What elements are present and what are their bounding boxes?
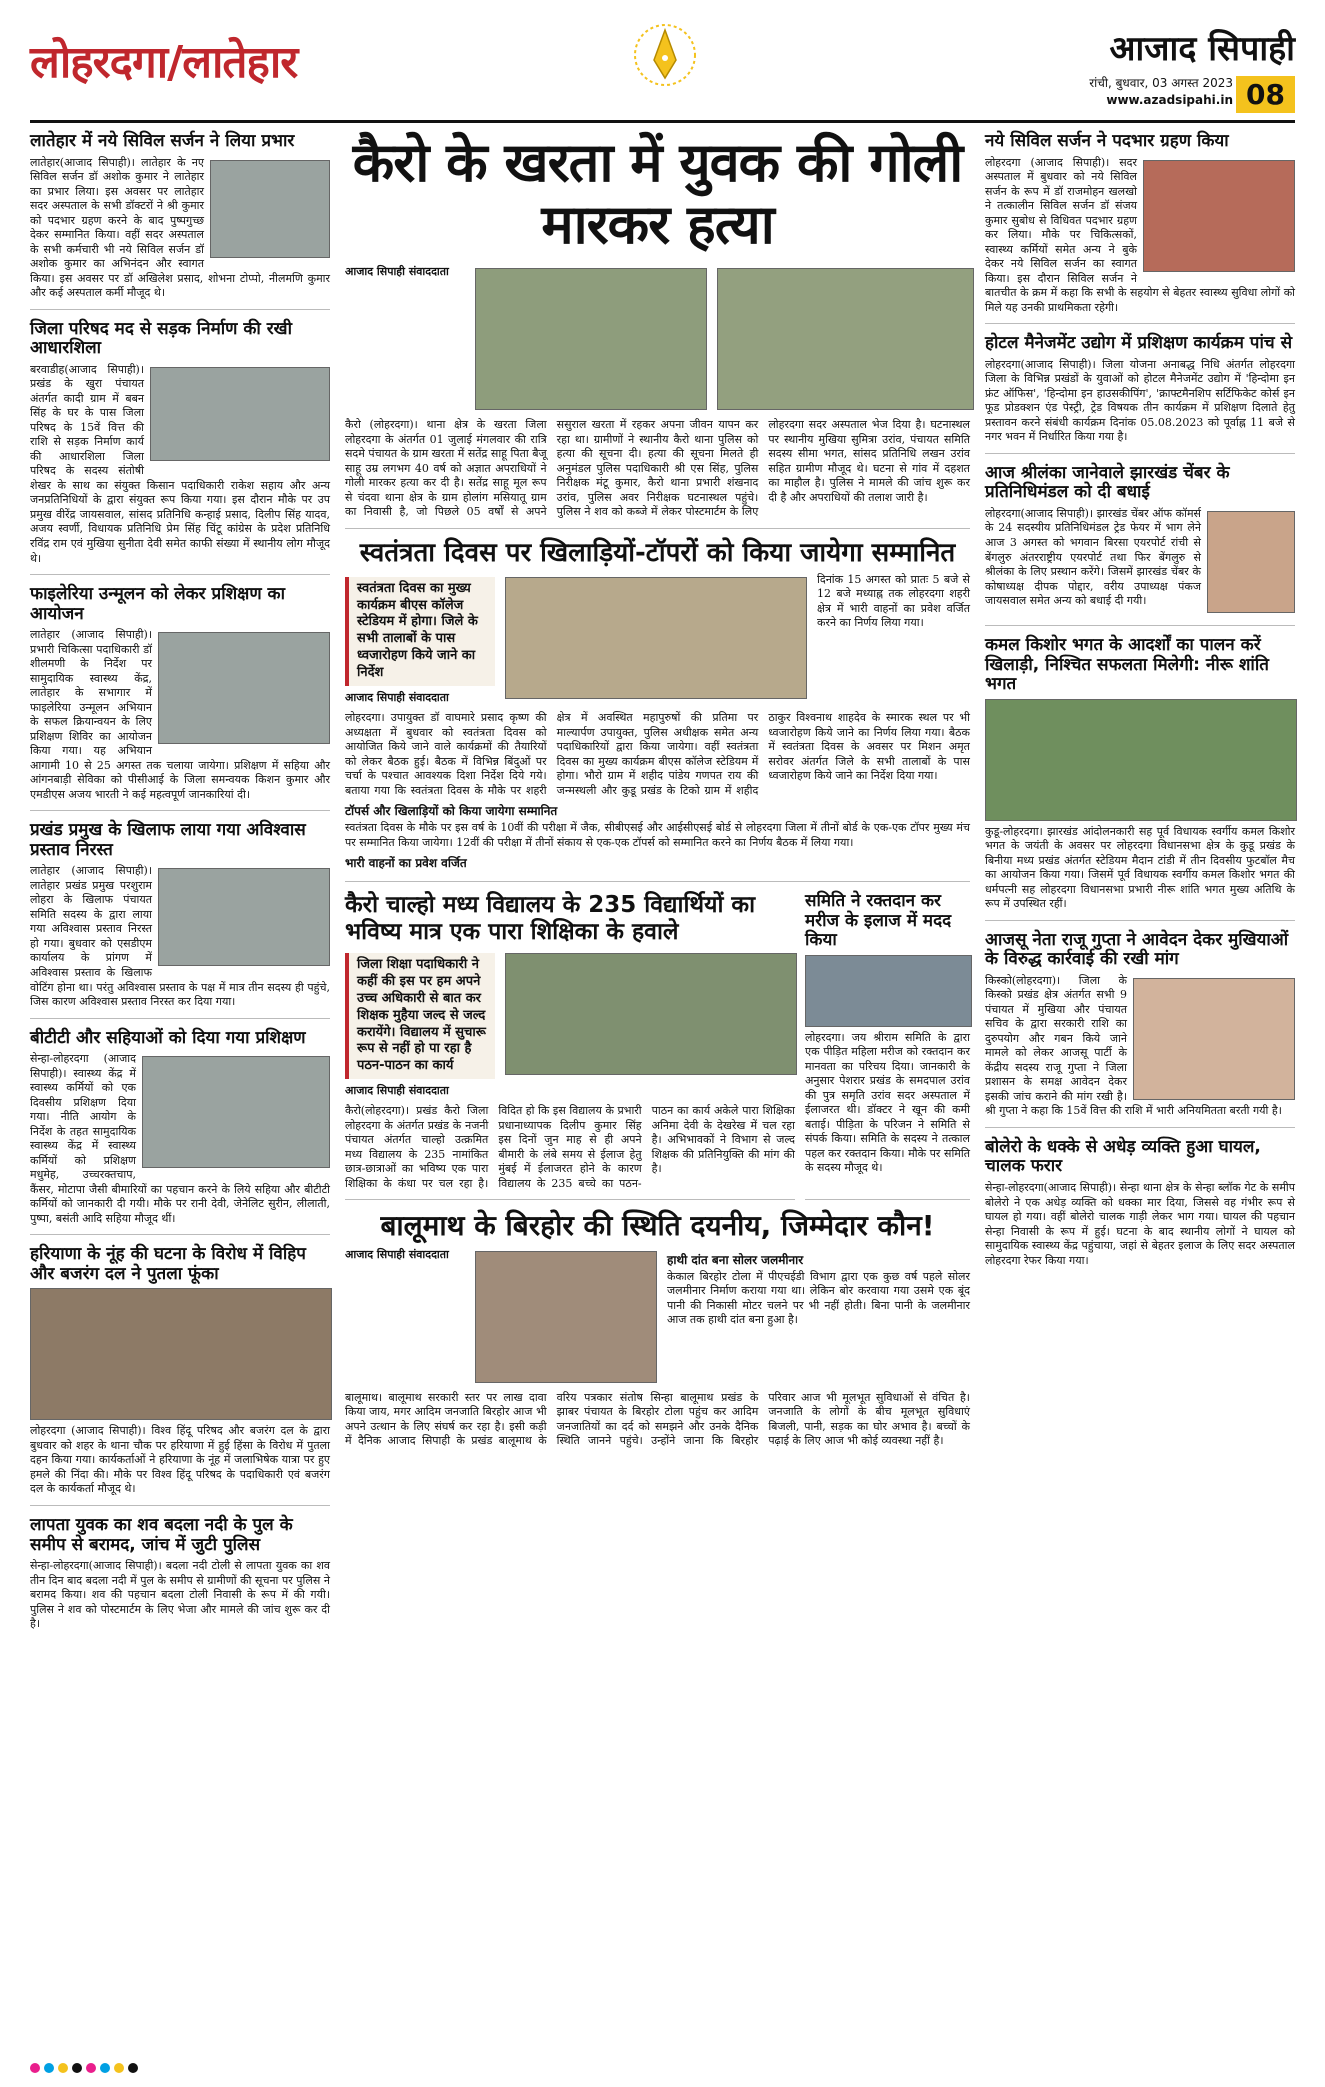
registration-dot [86,2063,96,2073]
school-story [345,888,795,1200]
lead-byline: आजाद सिपाही संवाददाता [345,265,449,279]
masthead [30,20,1295,120]
story-photo [150,367,330,461]
story-photo [30,1288,332,1420]
birhor-story [345,1206,970,1456]
story-photo [142,1056,330,1168]
registration-dot [44,2063,54,2073]
lead-photo-2 [717,268,974,410]
independence-byline: आजाद सिपाही संवाददाता [345,691,449,705]
samiti-story [805,888,970,1200]
story-right-3 [985,460,1295,626]
story-right-6 [985,1134,1295,1276]
samiti-body: लोहरदगा। जय श्रीराम समिति के द्वारा एक पीड़ित महिला मरीज को रक्तदान कर मानवता का परिचय दिया। जानकारी के अनुसार पेशरार प्रखंड के समदपाल उरांव की पुत्र समृति उरांव सदर अस्पताल में ईलाजरत थी। डॉक्टर ने खून की कमी बताई। पीड़िता के परिजन ने समिति से संपर्क किया। समिति के सदस्य ने तत्काल पहल कर रक्तदान किया। मौके पर समिति के सदस्य मौजूद थे। [805,1030,970,1175]
story-headline: बोलेरो के धक्के से अधेड़ व्यक्ति हुआ घायल, चालक फरार [985,1136,1261,1177]
school-samiti-row [345,888,970,1206]
story-body: लोहरदगा (आजाद सिपाही)। विश्व हिंदू परिषद और बजरंग दल के द्वारा बुधवार को शहर के थाना चौक पर हरियाणा में हुई हिंसा के विरोध में पुतला दहन किया गया। कार्यकर्ताओं ने हरियाणा के नूंह में जलाभिषेक यात्रा पर हुए हमले की निंदा की। मौके पर विश्व हिंदू परिषद के पदाधिकारी एवं बजरंग दल के कार्यकर्ता मौजूद थे। [30,1424,330,1496]
paper-name: आजाद सिपाही [1109,29,1295,69]
story-headline: लापता युवक का शव बदला नदी के पुल के समीप से बरामद, जांच में जुटी पुलिस [30,1514,293,1555]
story-headline: फाइलेरिया उन्मूलन को लेकर प्रशिक्षण का आयोजन [30,584,286,624]
story-photo [1133,978,1295,1100]
birhor-photo [475,1251,657,1383]
birhor-byline: आजाद सिपाही संवाददाता [345,1247,449,1261]
school-pull-quote: जिला शिक्षा पदाधिकारी ने कहीं की इस पर हम अपने उच्च अधिकारी से बात कर शिक्षक मुहैया जल्द से जल्द करायेंगे। विद्यालय में सुचारू रूप से नहीं हो पा रहा है पठन-पाठन का कार्य [345,953,495,1079]
birhor-body: बालूमाथ। बालूमाथ सरकारी स्तर पर लाख दावा किया जाय, मगर आदिम जनजाति बिरहोर आज भी अपने उत्थान के लिए संघर्ष कर रहा है। इसी कड़ी में दैनिक आजाद सिपाही के प्रखंड बालूमाथ के वरिय पत्रकार संतोष सिन्हा बालूमाथ प्रखंड के झाबर पंचायत के बिरहोर टोला पहुंच कर आदिम जनजातियों का दर्द को समझने और उनके दैनिक स्थिति जानने पहुंचे। उन्होंने जाना कि बिरहोर परिवार आज भी मूलभूत सुविधाओं से वंचित है। जनजाति के लोगों के बीच मूलभूत सुविधाएं बिजली, पानी, सड़क का घोर अभाव है। बच्चों के पढ़ाई के लिए आज भी कोई व्यवस्था नहीं है। [345,1390,970,1448]
story-photo [985,699,1297,821]
middle-column [345,128,970,1463]
dateline: रांची, बुधवार, 03 अगस्त 2023 [1089,76,1233,90]
story-left-5 [30,1025,330,1236]
story-photo [1207,511,1295,613]
birhor-subhead: हाथी दांत बना सोलर जलमीनार [667,1252,804,1267]
lead-headline: कैरो के खरता में युवक की गोली मारकर हत्या [352,131,963,257]
school-headline: कैरो चाल्हो मध्य विद्यालय के 235 विद्यार्थियों का भविष्य मात्र एक पारा शिक्षिका के हवाले [345,892,756,945]
right-column [985,128,1295,1282]
independence-photo [505,577,807,699]
independence-pull-quote: स्वतंत्रता दिवस का मुख्य कार्यक्रम बीएस कॉलेज स्टेडियम में होगा। जिले के सभी तालाबों के पास ध्वजारोहण किये जाने का निर्देश [345,577,495,686]
page-number-badge: 08 [1236,76,1295,113]
registration-dot [128,2063,138,2073]
story-body: सेन्हा-लोहरदगा (आजाद सिपाही)। स्वास्थ्य केंद्र में स्वास्थ्य कर्मियों को एक दिवसीय प्रशिक्षण दिया गया। नीति आयोग के निर्देश के तहत सामुदायिक स्वास्थ्य केंद्र में स्वास्थ्य कर्मियों को प्रशिक्षण मधुमेह, उच्चरक्तचाप, कैंसर, मोटापा जैसी बीमारियों का पहचान करने के लिये सहिया और बीटीटी कर्मियों को जानकारी दी गयी। मौके पर रानी देवी, जेनेलिट सुरीन, लीलाती, पुष्पा, बसंती आदि सहिया मौजूद थीं। [30,1052,330,1225]
school-byline: आजाद सिपाही संवाददाता [345,1084,449,1098]
independence-story [345,535,970,882]
story-right-5 [985,927,1295,1128]
story-headline: हरियाणा के नूंह की घटना के विरोध में विहिप और बजरंग दल ने पुतला फूंका [30,1244,306,1284]
story-body: लोहरदगा(आजाद सिपाही)। जिला योजना अनाबद्ध निधि अंतर्गत लोहरदगा जिला के विभिन्न प्रखंडों के युवाओं को होटल मैनेजमेंट उद्योग में 'हिन्दोमा इन फ्रंट ऑफिस', 'हिन्दोमा इन हाउसकीपिंग', 'क्राफ्टमैनशिप सर्टिफिकेट कोर्स इन फूड प्रोडक्शन एंड पेस्ट्री, ट्रेड विषयक तीन कार्यक्रम में प्रशिक्षण दिलाते हेतु प्रस्तावन करने संबंधी कार्यक्रम दिनांक 05.08.2023 को पूर्वाह्न 11 बजे से नगर भवन में निर्धारित किया गया है। [985,357,1295,444]
story-photo [210,160,330,258]
school-body: कैरो(लोहरदगा)। प्रखंड कैरो जिला लोहरदगा के अंतर्गत प्रखंड के नजनी पंचायत अंतर्गत चाल्हो उत्क्रमित मध्य विद्यालय के 235 नामांकित छात्र-छात्राओं का भविष्य एक पारा शिक्षिका के कंधा पर चल रहा है। विदित हो कि इस विद्यालय के प्रभारी प्रधानाध्यापक दिलीप कुमार सिंह इस दिनों जुन माह से ही अपने बीमारी के लंबे समय से ईलाज हेतु मुंबई में ईलाजरत होने के कारण विद्यालय के 235 बच्चे का पठन-पाठन का कार्य अकेले पारा शिक्षिका अनिमा देवी के देखरेख में चल रहा है। अभिभावकों ने विभाग से जल्द शिक्षक की प्रतिनियुक्ति की मांग की है। [345,1104,795,1190]
story-left-4 [30,817,330,1018]
story-headline: लातेहार में नये सिविल सर्जन ने लिया प्रभार [30,131,295,151]
story-headline: आजसू नेता राजू गुप्ता ने आवेदन देकर मुखियाओं के विरुद्ध कार्रवाई की रखी मांग [985,929,1289,970]
story-photo [158,632,330,744]
story-body: सेन्हा-लोहरदगा(आजाद सिपाही)। बदला नदी टोली से लापता युवक का शव तीन दिन बाद बदला नदी में पुल के समीप से ग्रामीणों की सूचना पर पुलिस ने बरामद किया। शव की पहचान बदला टोली निवासी के रूप में की गयी। पुलिस ने शव को पोस्टमार्टम के लिए भेजा और मामले की जांच शुरू कर दी है। [30,1559,330,1631]
pen-nib-icon [630,20,700,90]
story-right-4 [985,632,1295,921]
story-headline: जिला परिषद मद से सड़क निर्माण की रखी आधारशिला [30,318,292,359]
birhor-body-2: केकाल बिरहोर टोला में पीएचईडी विभाग द्वारा एक कुछ वर्ष पहले सोलर जलमीनार निर्माण कराया गया था। लेकिन बोर करवाया गया उसमे एक बूंद पानी की निकासी मोटर चलने पर भी नहीं होती। बिना पानी के जलमीनार आज तक हाथी दांत बना हुआ है। [667,1269,970,1327]
registration-dot [30,2063,40,2073]
registration-marks [30,2063,1295,2077]
website-url[interactable]: www.azadsipahi.in [1106,93,1233,107]
independence-subhead-toppers: टॉपर्स और खिलाड़ियों को किया जायेगा सम्मानित [345,804,558,819]
independence-body: लोहरदगा। उपायुक्त डॉ वाघमारे प्रसाद कृष्ण की अध्यक्षता में बुधवार को स्वतंत्रता दिवस को आयोजित किये जाने वाले कार्यक्रमों की तैयारियों को लेकर बैठक हुई। बैठक में विभिन्न बिंदुओं पर चर्चा के पश्चात आवश्यक दिशा निर्देश दिये गये। बताया गया कि स्वतंत्रता दिवस के मौके पर शहरी क्षेत्र में अवस्थित महापुरुषों की प्रतिमा पर माल्यार्पण उपायुक्त, पुलिस अधीक्षक समेत अन्य पदाधिकारियों द्वारा किया जायेगा। वहीं स्वतंत्रता दिवस का मुख्य कार्यक्रम बीएस कॉलेज स्टेडियम में होगा। भौरो ग्राम में शहीद पांडेय गणपत राय की जन्मस्थली और कुडू प्रखंड के टिको ग्राम में शहीद ठाकुर विश्वनाथ शाहदेव के स्मारक स्थल पर भी ध्वजारोहण किये जाने का निर्णय लिया गया। बैठक में स्वतंत्रता दिवस के अवसर पर मिशन अमृत सरोवर अंतर्गत जिले के सभी तालाबों के पास ध्वजारोहण किये जाने का निर्देश दिया गया। [345,711,970,797]
story-photo [158,868,330,966]
samiti-headline: समिति ने रक्तदान कर मरीज के इलाज में मदद किया [805,891,952,951]
independence-body-3: दिनांक 15 अगस्त को प्रातः 5 बजे से 12 बजे मध्याह्न तक लोहरदगा शहरी क्षेत्र में भारी वाहनों का प्रवेश वर्जित करने का निर्णय लिया गया। [817,572,970,630]
story-headline: आज श्रीलंका जानेवाले झारखंड चेंबर के प्रतिनिधिमंडल को दी बधाई [985,462,1230,503]
story-body: सेन्हा-लोहरदगा(आजाद सिपाही)। सेन्हा थाना क्षेत्र के सेन्हा ब्लॉक गेट के समीप बोलेरो ने एक अधेड़ व्यक्ति को धक्का मार दिया, जिससे वह गंभीर रूप से घायल हो गया। वहीं बोलेरो चालक गाड़ी लेकर भाग गया। घायल की पहचान सेन्हा निवासी के रूप में हुई। घटना के बाद स्थानीय लोगों ने घायल को सामुदायिक स्वास्थ्य केंद्र पहुंचाया, जहां से बेहतर इलाज के लिए सदर अस्पताल लोहरदगा रेफर किया गया। [985,1181,1295,1267]
story-right-2 [985,330,1295,454]
school-photo [505,953,797,1075]
independence-headline: स्वतंत्रता दिवस पर खिलाड़ियों-टॉपरों को किया जायेगा सम्मानित [359,537,956,568]
story-headline: बीटीटी और सहियाओं को दिया गया प्रशिक्षण [30,1027,306,1048]
registration-dot [100,2063,110,2073]
section-title: लोहरदगा/लातेहार [30,37,298,88]
story-headline: प्रखंड प्रमुख के खिलाफ लाया गया अविश्वास प्रस्ताव निरस्त [30,820,306,860]
story-photo [1143,160,1295,272]
registration-dot [114,2063,124,2073]
story-body: लातेहार (आजाद सिपाही)। लातेहार प्रखंड प्रमुख परशुराम लोहरा के खिलाफ पंचायत समिति सदस्य के द्वारा लाया गया अविश्वास प्रस्ताव निरस्त हो गया। बुधवार को एसडीएम कार्यालय के प्रांगण में अविश्वास प्रस्ताव के खिलाफ वोटिंग होना था। परंतु अविश्वास प्रस्ताव के पक्ष में मात्र तीन सदस्य ही पहुंचे, जिस कारण अविश्वास प्रस्ताव निरस्त कर दिया गया। [30,864,330,1009]
story-headline: होटल मैनेजमेंट उद्योग में प्रशिक्षण कार्यक्रम पांच से [985,333,1293,354]
story-body: किस्को(लोहरदगा)। जिला के किस्को प्रखंड क्षेत्र अंतर्गत सभी 9 पंचायत में मुखिया और पंचायत सचिव के द्वारा सरकारी राशि का दुरुपयोग और गबन किये जाने मामले को लेकर आजसू पार्टी के केंद्रीय सदस्य राजू गुप्ता ने जिला प्रशासन के समक्ष आवेदन देकर इसकी जांच कराने की मांग रखी है। श्री गुप्ता ने कहा कि 15वें वित्त की राशि में भारी अनियमितता बरती गयी है। [985,973,1282,1118]
story-body: बरवाडीह(आजाद सिपाही)। प्रखंड के खुरा पंचायत अंतर्गत कादी ग्राम में बबन सिंह के घर के पास जिला परिषद के 15वें वित्त की राशि से सड़क निर्माण कार्य की आधारशिला जिला परिषद के सदस्य संतोषी शेखर के साथ का संयुक्त किसान पदाधिकारी राकेश सहाय और अन्य जनप्रतिनिधियों के द्वारा संयुक्त रूप किया गया। इस दौरान मौके पर उप प्रमुख वीरेंद्र जायसवाल, सांसद प्रतिनिधि कन्हाई प्रसाद, दिलीप सिंह यादव, अजय स्वर्णी, विधायक प्रतिनिधि प्रेम सिंह चिंटू कांग्रेस के प्रदेश प्रतिनिधि रविंद्र राम एवं मुखिया सुनीता देवी समेत काफी संख्या में स्थानीय लोग मौजूद थे। [30,362,330,565]
story-body: कुडू-लोहरदगा। झारखंड आंदोलनकारी सह पूर्व विधायक स्वर्गीय कमल किशोर भगत के जयंती के अवसर पर लोहरदगा विधानसभा क्षेत्र के कुडू प्रखंड के बिनीया मध्य प्रखंड अंतर्गत स्टेडियम मैदान टांडी में तीन दिवसीय फुटबॉल मैच का आयोजन किया गया। जिसमें पूर्व विधायक स्वर्गीय कमल किशोर भगत की धर्मपत्नी सह लोहरदगा विधानसभा प्रभारी नीरू शांति भगत मुख्य अतिथि के रूप में उपस्थित रहीं। [985,824,1295,911]
story-body: लोहरदगा (आजाद सिपाही)। सदर अस्पताल में बुधवार को नये सिविल सर्जन के रूप में डॉ राजमोहन खलखो ने तत्कालीन सिविल सर्जन डॉ संजय कुमार सुबोध से विधिवत पदभार ग्रहण कर लिया। मौके पर चिकित्सकों, स्वास्थ्य कर्मियों समेत अन्य ने बुके देकर नये सिविल सर्जन का स्वागत किया। इस दौरान सिविल सर्जन ने बातचीत के क्रम में कहा कि सभी के सहयोग से बेहतर स्वास्थ्य सुविधा लोगों को मिले यह उनकी प्राथमिकता रहेगी। [985,155,1295,314]
independence-body-2: स्वतंत्रता दिवस के मौके पर इस वर्ष के 10वीं की परीक्षा में जैक, सीबीएसई और आईसीएसई बोर्ड से लोहरदगा जिला में तीनों बोर्ड के एक-एक टॉपर मुख्य मंच पर सम्मानित किया जायेगा। 12वीं की परीक्षा में तीनों संकाय से एक-एक टॉपर्स को सम्मानित करने का निर्णय बैठक में लिया गया। [345,821,970,849]
masthead-rule [30,120,1295,123]
story-headline: नये सिविल सर्जन ने पदभार ग्रहण किया [985,131,1229,151]
registration-dot [58,2063,68,2073]
story-left-6 [30,1241,330,1506]
story-left-2 [30,316,330,575]
story-body: लातेहार (आजाद सिपाही)। प्रभारी चिकित्सा पदाधिकारी डॉ शीलमणी के निर्देश पर सामुदायिक स्वास्थ्य केंद्र, लातेहार के सभागार में फाइलेरिया उन्मूलन अभियान के सफल क्रियान्वयन के लिए प्रशिक्षण शिविर का आयोजन किया गया। यह अभियान आगामी 10 से 25 अगस्त तक चलाया जायेगा। प्रशिक्षण में सहिया और आंगनबाड़ी सेविका को पीसीआई के जिला समन्वयक किशन कुमार और एमडीएस अजय भारती ने कई महत्वपूर्ण जानकारियां दी। [30,628,330,801]
independence-subhead-vehicles: भारी वाहनों का प्रवेश वर्जित [345,856,467,871]
story-headline: कमल किशोर भगत के आदर्शों का पालन करें खिलाड़ी, निश्चित सफलता मिलेगी: नीरू शांति भगत [985,634,1269,695]
lead-story [345,128,970,529]
story-left-1 [30,128,330,310]
registration-dot [72,2063,82,2073]
story-body: लातेहार(आजाद सिपाही)। लातेहार के नए सिविल सर्जन डॉ अशोक कुमार ने लातेहार का प्रभार लिया। इस अवसर पर लातेहार सदर अस्पताल के सभी डॉक्टरों ने श्री कुमार को पदभार ग्रहण करने के बाद पुष्पगुच्छ देकर सम्मानित किया। वहीं सदर अस्पताल के सभी कर्मचारी भी नये सिविल सर्जन डॉ अशोक कुमार का अभिनंदन और स्वागत किया। इस अवसर पर डॉ अखिलेश प्रसाद, शोभना टोप्पो, नीलमणि कुमार और कई अस्पताल कर्मी मौजूद थे। [30,155,330,300]
samiti-photo [805,955,972,1027]
story-body: लोहरदगा(आजाद सिपाही)। झारखंड चेंबर ऑफ कॉमर्स के 24 सदस्यीय प्रतिनिधिमंडल ट्रेड फेयर में भाग लेने आज 3 अगस्त को भगवान बिरसा एयरपोर्ट रांची से बेंगलुरु अंतरराष्ट्रीय एयरपोर्ट तथा फिर बेंगलुरु से श्रीलंका के लिए प्रस्थान करेंगे। जिसमें झारखंड चेंबर के कोषाध्यक्ष दीपक पोद्दार, वरीय उपाध्यक्ष पंकज जायसवाल समेत अन्य को बधाई दी गयी। [985,506,1201,608]
story-left-7 [30,1512,330,1640]
story-right-1 [985,128,1295,324]
left-column [30,128,330,1646]
birhor-headline: बालूमाथ के बिरहोर की स्थिति दयनीय, जिम्मेदार कौन! [380,1209,935,1243]
story-left-3 [30,581,330,811]
lead-body: कैरो (लोहरदगा)। थाना क्षेत्र के खरता जिला लोहरदगा के अंतर्गत 01 जुलाई मंगलवार की रात्रि सदमे पंचायत के ग्राम खरता में सतेंद्र साहू पिता बैजू साहू उम्र लगभग 40 वर्ष को अज्ञात अपराधियों ने गोली मारकर हत्या कर दी है। सतेंद्र साहू मूल रूप से चंदवा थाना क्षेत्र के ग्राम होलांग मसियातू ग्राम का निवासी है, जो पिछले 05 वर्षों से अपने ससुराल खरता में रहकर अपना जीवन यापन कर रहा था। ग्रामीणों ने स्थानीय कैरो थाना पुलिस को हत्या की सूचना दी। हत्या की सूचना मिलते ही अनुमंडल पुलिस पदाधिकारी श्री एस सिंह, पुलिस निरीक्षक मंटू कुमार, कैरो थाना प्रभारी शंखनाद उरांव, पुलिस अवर निरीक्षक घटनास्थल पहुंचे। पुलिस ने शव को कब्जे में लेकर पोस्टमार्टम के लिए लोहरदगा सदर अस्पताल भेज दिया है। घटनास्थल पर स्थानीय मुखिया सुमित्रा उरांव, पंचायत समिति सदस्य सीमा भगत, सांसद प्रतिनिधि लखन उरांव सहित ग्रामीण मौजूद थे। घटना से गांव में दहशत का माहौल है। पुलिस ने मामले की जांच शुरू कर दी है और अपराधियों की तलाश जारी है। [345,418,970,519]
lead-photo-1 [475,268,707,410]
